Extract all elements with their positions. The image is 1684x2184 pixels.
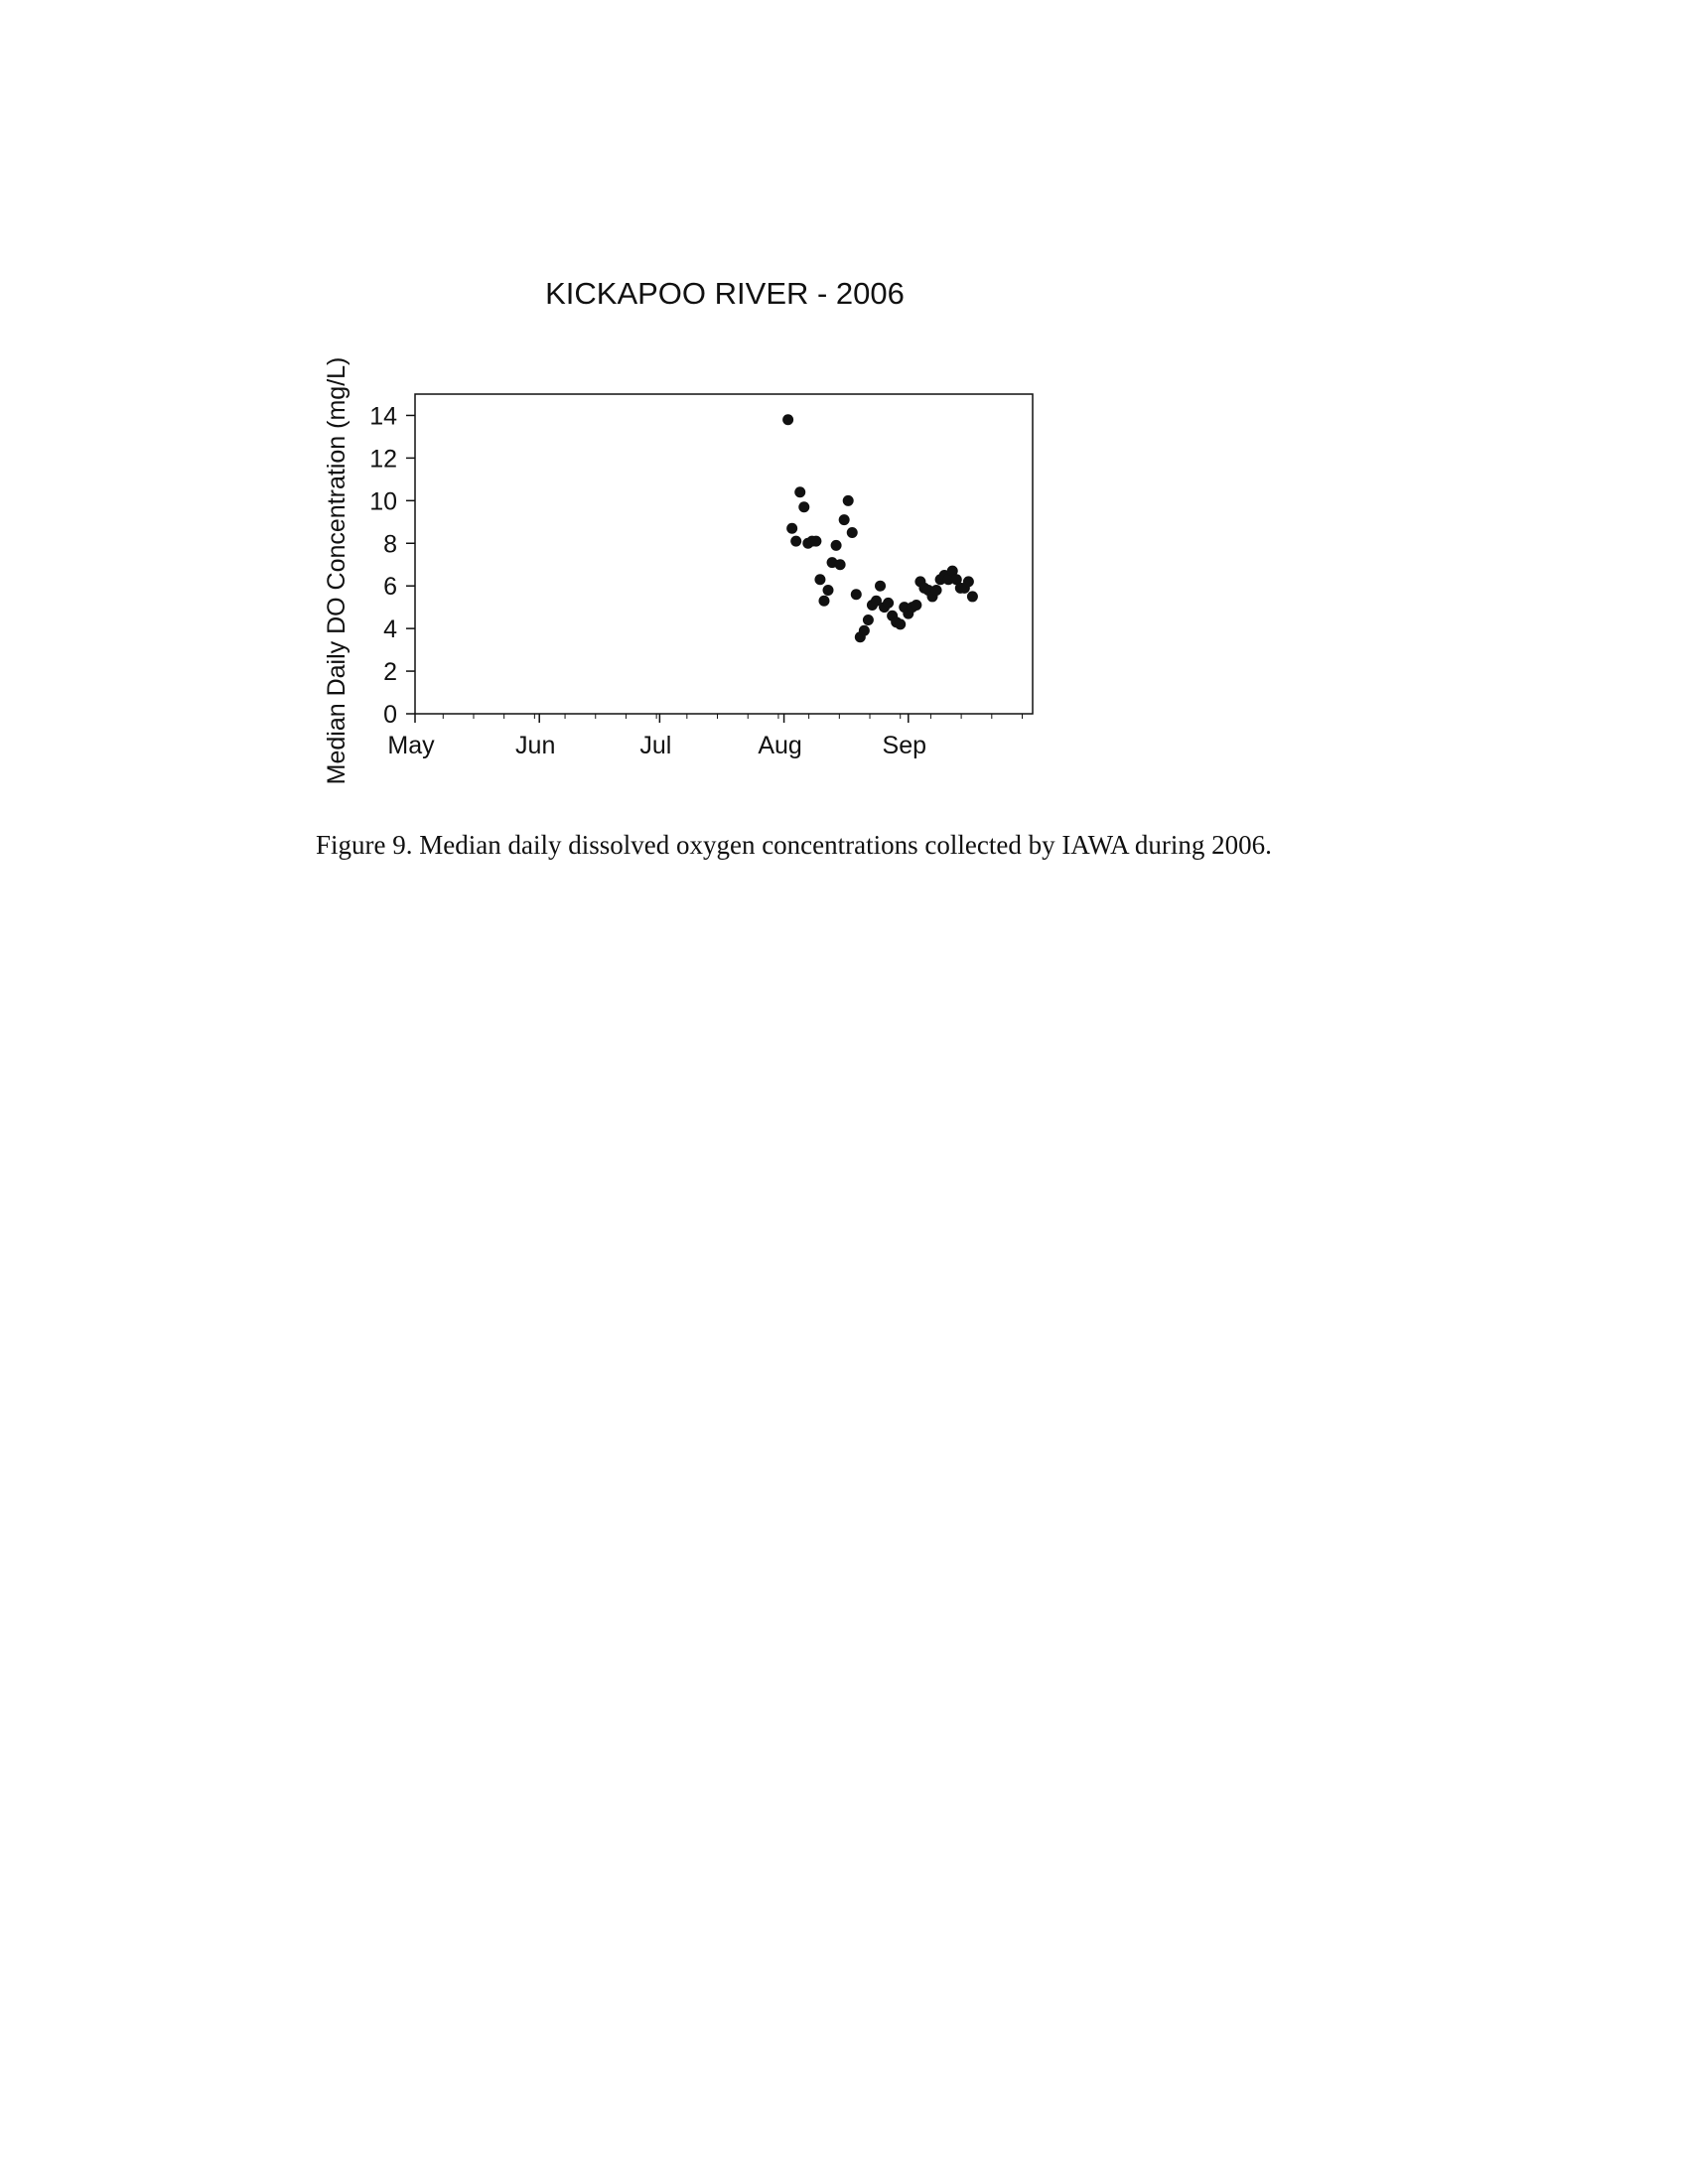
data-point: [798, 501, 809, 512]
y-tick-label: 2: [383, 658, 397, 687]
chart-title: KICKAPOO RIVER - 2006: [545, 276, 905, 311]
x-tick-label: May: [387, 732, 435, 759]
data-point: [963, 576, 974, 587]
data-point: [782, 414, 793, 425]
x-tick-label: Jul: [639, 732, 672, 759]
data-point: [883, 598, 894, 609]
data-point: [786, 523, 797, 534]
data-point: [967, 591, 978, 602]
data-point: [823, 585, 834, 596]
y-tick-label: 10: [369, 487, 397, 516]
data-point: [790, 536, 801, 547]
y-tick-label: 6: [383, 573, 397, 602]
data-point: [818, 596, 829, 607]
data-point: [875, 581, 886, 592]
x-tick-label: Jun: [515, 732, 556, 759]
y-tick-label: 14: [369, 402, 397, 431]
data-point: [863, 614, 874, 625]
data-point: [851, 589, 862, 600]
x-tick-label: Sep: [882, 732, 927, 759]
data-point: [814, 574, 825, 585]
data-point: [810, 536, 821, 547]
data-point: [911, 600, 921, 611]
data-point: [831, 540, 842, 551]
y-tick-label: 0: [383, 701, 397, 729]
y-tick-label: 12: [369, 445, 397, 474]
data-point: [847, 527, 858, 538]
data-point: [794, 486, 805, 497]
y-tick-label: 4: [383, 615, 397, 644]
data-points: [782, 414, 978, 642]
plot-frame: [415, 394, 1033, 714]
x-axis: [387, 714, 1022, 759]
figure-caption: Figure 9. Median daily dissolved oxygen concentrations collected by IAWA during 2006.: [316, 830, 1272, 860]
y-axis: [369, 402, 415, 729]
y-axis-label: Median Daily DO Concentration (mg/L): [323, 356, 351, 785]
data-point: [839, 514, 850, 525]
y-tick-label: 8: [383, 530, 397, 559]
data-point: [843, 495, 854, 506]
x-tick-label: Aug: [758, 732, 802, 759]
data-point: [931, 585, 942, 596]
data-point: [895, 618, 906, 629]
data-point: [835, 559, 846, 570]
data-point: [859, 625, 870, 636]
